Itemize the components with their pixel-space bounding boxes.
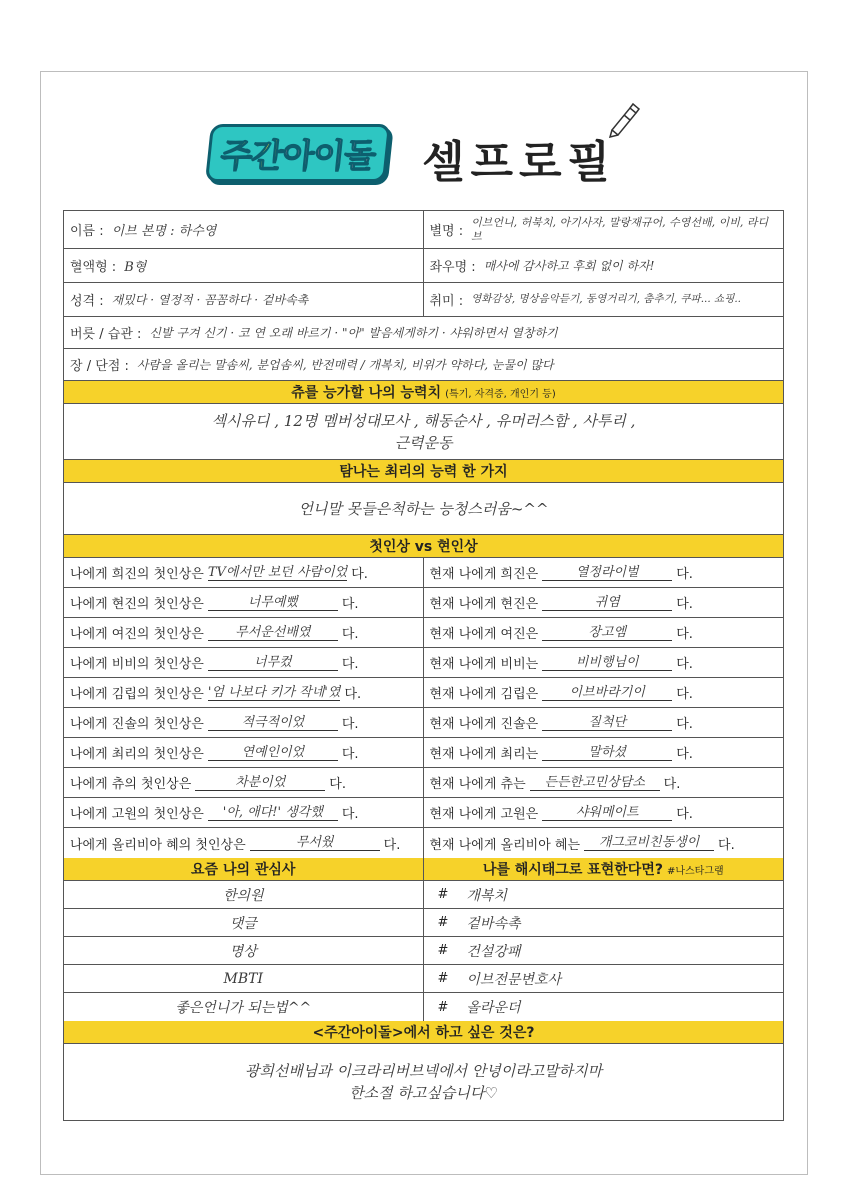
first-impression-value: 무서운선배였 [208,625,338,641]
first-impression-cell [64,648,424,677]
impression-row [64,738,783,768]
ability-value-line2: 근력운동 [394,433,453,452]
pencil-icon [604,98,644,138]
impression-row [64,618,783,648]
current-impression-cell [424,558,784,587]
logo-text-part2: 아이돌 [280,135,378,175]
first-impression-suffix: 다. [341,597,359,612]
hashtag-item: 올라운더 [466,1000,521,1016]
hashtag-symbol: # [437,999,449,1015]
hashtag-item: 겉바속촉 [466,915,521,932]
first-impression-cell [64,558,424,587]
current-impression-value: 귀염 [542,595,672,611]
hobby-value: 영화감상, 명상음악듣기, 동영거리기, 춤추기, 쿠파... 쇼핑.. [471,293,742,305]
habit-cell [64,317,783,348]
row-blood-motto [64,249,783,283]
hashtag-cell [424,937,784,964]
current-impression-label: 현재 나에게 최리는 [429,747,539,762]
current-impression-value: 열정라이벌 [542,565,672,581]
hashtag-cell [424,965,784,992]
first-impression-suffix: 다. [383,837,401,853]
hashtag-item: 개복치 [466,887,507,904]
current-impression-suffix: 다. [676,687,693,702]
impression-table [64,558,783,858]
current-impression-value: 비비행님이 [542,655,672,671]
nickname-value: 이브언니, 허북치, 아기사자, 말랑재규어, 수영선배, 이비, 라디브 [471,215,769,243]
first-impression-suffix: 다. [341,807,359,822]
interest-cell [64,909,424,936]
current-impression-cell [424,798,784,827]
interest-hashtag-header [64,858,783,881]
first-impression-value: 연예인이었 [208,745,338,761]
first-impression-suffix: 다. [341,747,359,762]
habit-value: 신발 구겨 신기 · 코 연 오래 바르기 · "아" 발음세게하기 · 샤워하면서 열창하기 [149,326,558,340]
wish-line1: 광희선배님과 이크라리버브넥에서 안녕이라고말하지마 [244,1062,603,1080]
current-impression-label: 현재 나에게 희진은 [429,567,539,582]
current-impression-value: 장고엠 [542,625,672,641]
impression-row [64,588,783,618]
current-impression-suffix: 다. [676,747,693,762]
current-impression-suffix: 다. [676,597,693,612]
current-impression-value: 개그코비친동생이 [584,835,714,851]
first-impression-suffix: 다. [351,567,368,582]
current-impression-suffix: 다. [676,567,693,582]
first-impression-label: 나에게 올리비아 혜의 첫인상은 [70,837,246,853]
hashtags-title: 나를 해시태그로 표현한다면? [482,862,663,878]
hashtags-subtitle: #나스타그램 [666,865,724,877]
first-impression-value: 너무예뻤 [208,595,338,611]
interest-cell [64,965,424,992]
current-impression-suffix: 다. [676,657,693,672]
interest-item: MBTI [223,970,263,987]
motto-cell [424,249,784,282]
interest-cell [64,881,424,908]
choi-body [64,483,783,535]
current-impression-cell [424,828,784,858]
ability-note: (특기, 자격증, 개인기 등) [445,388,556,400]
choi-header [64,460,783,483]
first-impression-cell [64,738,424,767]
impression-row [64,558,783,588]
hashtag-item: 이브전문변호사 [466,971,562,988]
first-impression-label: 나에게 여진의 첫인상은 [70,627,204,642]
first-impression-cell [64,828,424,858]
first-impression-cell [64,588,424,617]
row-habit [64,317,783,349]
first-impression-label: 나에게 현진의 첫인상은 [70,597,204,612]
name-value: 이브 본명 : 하수영 [111,224,217,239]
current-impression-cell [424,678,784,707]
current-impression-suffix: 다. [676,807,693,822]
current-impression-label: 현재 나에게 진솔은 [429,717,539,732]
current-impression-suffix: 다. [676,627,693,642]
current-impression-value: 말하셨 [542,745,672,761]
impression-row [64,798,783,828]
current-impression-label: 현재 나에게 비비는 [429,657,539,672]
first-impression-label: 나에게 츄의 첫인상은 [70,777,192,792]
first-impression-value: 무서웠 [250,835,380,851]
hobby-label: 취미 : [429,294,464,309]
choi-title: 탐나는 최리의 능력 한 가지 [64,460,783,482]
blood-cell [64,249,424,282]
first-impression-suffix: 다. [341,657,359,672]
first-impression-suffix: 다. [344,687,362,702]
list-item [64,909,783,937]
impression-row [64,708,783,738]
first-impression-label: 나에게 진솔의 첫인상은 [70,717,204,732]
current-impression-label: 현재 나에게 고원은 [429,807,539,822]
current-impression-value: 샤워메이트 [542,805,672,821]
current-impression-suffix: 다. [663,777,681,792]
list-item [64,965,783,993]
motto-label: 좌우명 : [429,260,476,275]
first-impression-value: 적극적이었 [208,715,338,731]
wish-body [64,1044,783,1120]
weekly-idol-logo [208,121,388,185]
current-impression-suffix: 다. [676,717,693,732]
hashtag-cell [424,909,784,936]
list-item [64,937,783,965]
hobby-cell [424,283,784,316]
first-impression-value: 너무컸 [208,655,338,671]
hashtag-cell [424,881,784,908]
wish-header [64,1021,783,1044]
current-impression-cell [424,618,784,647]
personality-cell [64,283,424,316]
first-impression-label: 나에게 고원의 첫인상은 [70,807,204,822]
current-impression-label: 현재 나에게 김립은 [429,687,539,702]
interest-cell [64,937,424,964]
current-impression-label: 현재 나에게 올리비아 혜는 [429,837,581,853]
first-impression-label: 나에게 희진의 첫인상은 [70,567,204,582]
hashtag-symbol: # [437,915,449,930]
hashtag-item: 건설강패 [466,943,521,960]
row-personality-hobby [64,283,783,317]
choi-value: 언니말 못들은척하는 능청스러움~^^ [298,499,549,518]
current-impression-label: 현재 나에게 츄는 [429,777,526,792]
first-impression-value: '엄 나보다 키가 작네'였 [207,684,341,700]
ability-value-line1: 섹시유디 , 12명 멤버성대모사 , 해동순사 , 유머러스함 , 사투리 , [211,411,636,430]
profile-sheet [63,210,784,1121]
impression-title: 첫인상 vs 현인상 [64,535,783,557]
blood-value: B형 [124,260,147,275]
current-impression-cell [424,588,784,617]
interest-item: 한의원 [222,887,264,904]
interest-cell [64,993,424,1021]
motto-value: 매사에 감사하고 후회 없이 하자! [483,259,655,273]
list-item [64,993,783,1021]
nickname-cell [424,211,784,248]
row-strength [64,349,783,381]
first-impression-suffix: 다. [329,777,346,792]
first-impression-cell [64,618,424,647]
first-impression-cell [64,708,424,737]
current-impression-cell [424,738,784,767]
interest-hashtag-list [64,881,783,1021]
ability-title: 츄를 능가할 나의 능력치 [291,385,442,401]
first-impression-label: 나에게 김립의 첫인상은 [70,687,204,702]
current-impression-label: 현재 나에게 현진은 [429,597,539,612]
first-impression-cell [64,678,424,707]
hashtag-cell [424,993,784,1021]
strength-cell [64,349,783,380]
current-impression-value: 질척단 [542,715,672,731]
hashtags-header [424,858,784,880]
first-impression-label: 나에게 비비의 첫인상은 [70,657,204,672]
habit-label: 버릇 / 습관 : [70,327,142,342]
blood-label: 혈액형 : [70,260,117,275]
interests-title: 요즘 나의 관심사 [64,858,424,880]
ability-header [64,381,783,404]
first-impression-suffix: 다. [341,627,359,642]
current-impression-value: 이브바라기이 [542,685,672,701]
personality-label: 성격 : [70,294,104,309]
first-impression-label: 나에게 최리의 첫인상은 [70,747,204,762]
hashtag-symbol: # [437,887,449,902]
interest-item: 명상 [229,943,257,960]
current-impression-cell [424,768,784,797]
current-impression-value: 든든한고민상담소 [530,775,660,791]
first-impression-value: TV에서만 보던 사람이었 [207,564,348,580]
strength-label: 장 / 단점 : [70,359,129,374]
hashtag-symbol: # [437,943,449,958]
strength-value: 사람을 올리는 말솜씨, 분업솜씨, 반전매력 / 개복치, 비위가 약하다, 눈물이 많다 [136,358,554,372]
first-impression-cell [64,798,424,827]
first-impression-cell [64,768,424,797]
first-impression-value: 차분이었 [195,775,325,791]
list-item [64,881,783,909]
name-label: 이름 : [70,224,104,239]
current-impression-cell [424,708,784,737]
impression-row [64,768,783,798]
logo-text-part1: 주간 [218,135,285,175]
impression-row [64,828,783,858]
row-name-nickname [64,211,783,249]
wish-line2: 한소절 하고싶습니다♡ [349,1084,498,1102]
name-cell [64,211,424,248]
first-impression-value: '아, 애다!' 생각했 [208,805,338,821]
personality-value: 재밌다 · 열정적 · 꼼꼼하다 · 겉바속촉 [111,293,309,307]
current-impression-suffix: 다. [718,837,735,853]
nickname-label: 별명 : [429,224,464,239]
first-impression-suffix: 다. [341,717,359,732]
page-title: 셀프로필 [422,137,617,188]
interest-item: 댓글 [229,915,257,932]
current-impression-cell [424,648,784,677]
current-impression-label: 현재 나에게 여진은 [429,627,539,642]
impression-row [64,648,783,678]
interest-item: 좋은언니가 되는법^^ [175,1000,312,1016]
wish-title: <주간아이돌>에서 하고 싶은 것은? [64,1021,783,1043]
ability-body [64,404,783,460]
impression-header [64,535,783,558]
impression-row [64,678,783,708]
hashtag-symbol: # [437,971,449,986]
